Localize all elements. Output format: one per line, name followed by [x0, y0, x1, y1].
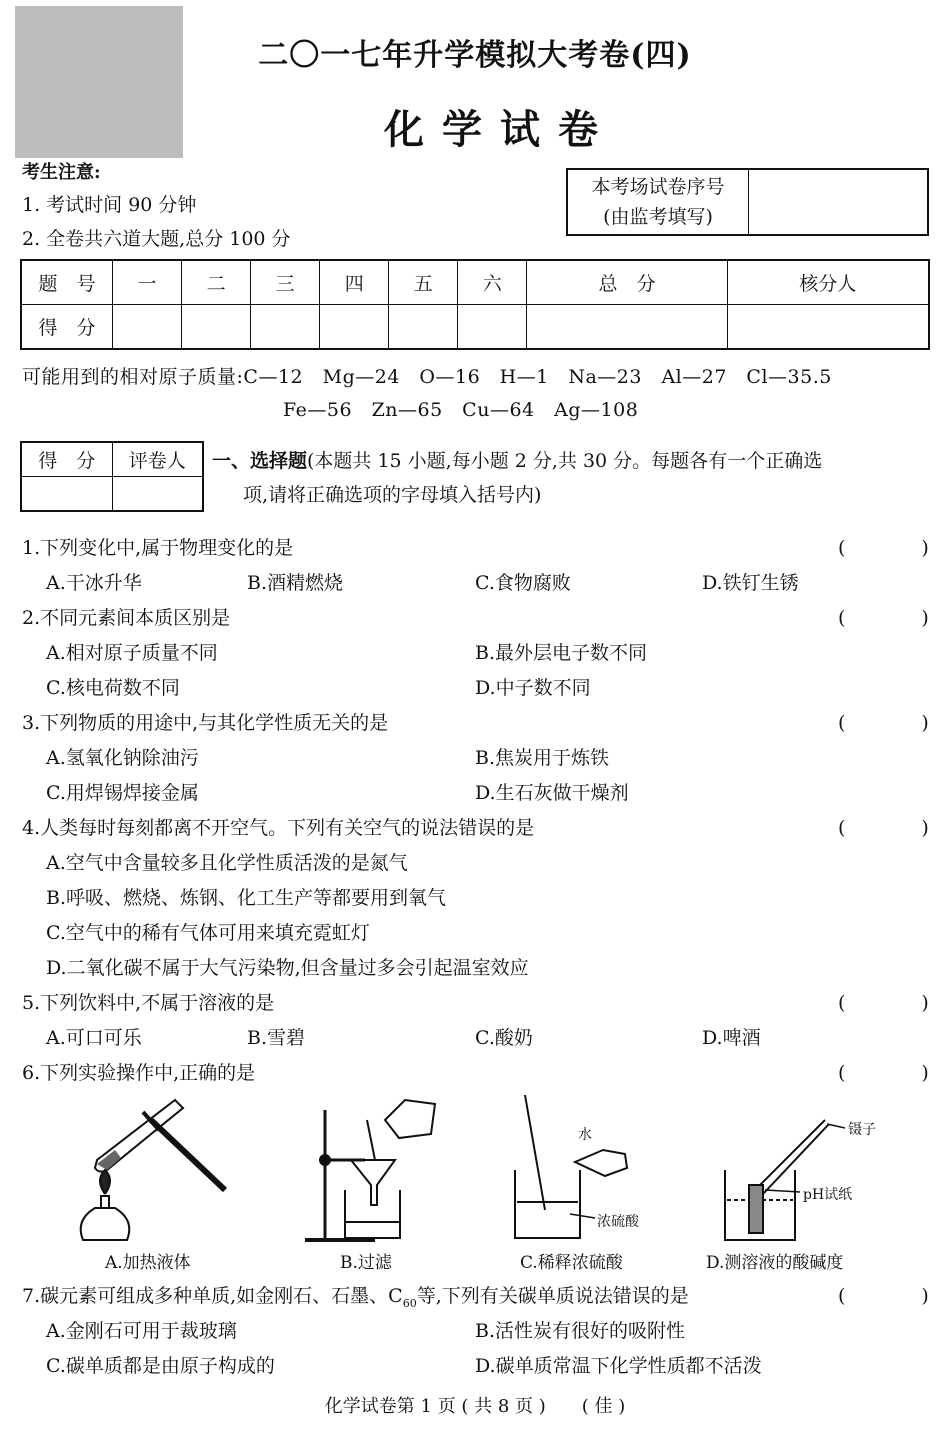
option: B.呼吸、燃烧、炼钢、化工生产等都要用到氧气 [46, 887, 447, 909]
option: C.核电荷数不同 [46, 677, 180, 699]
answer-paren[interactable]: ( ) [838, 992, 929, 1014]
question-stem: 7.碳元素可组成多种单质,如金刚石、石墨、$C_{60}$等,下列有关碳单质说法错误的是 [22, 1285, 689, 1310]
experiment-figure [55, 1090, 915, 1250]
score-row-label: 得 分 [21, 305, 113, 350]
beaker-icon [345, 1190, 400, 1238]
option: D.铁钉生锈 [702, 572, 799, 594]
question-stem: 4.人类每时每刻都离不开空气。下列有关空气的说法错误的是 [22, 817, 535, 839]
ph-test-diagram [725, 1120, 845, 1240]
section-title: 一、选择题(本题共 15 小题,每小题 2 分,共 30 分。每题各有一个正确选 项,请将正确选项的字母填入括号内) [212, 450, 823, 506]
question-stem: 6.下列实验操作中,正确的是 [22, 1062, 256, 1084]
tweezers-label: 镊子 [848, 1122, 876, 1138]
figure-caption: A.加热液体 [105, 1253, 191, 1273]
notice-item: 2. 全卷共六道大题,总分 100 分 [22, 228, 291, 250]
label-line-icon [570, 1214, 595, 1218]
notice-item: 1. 考试时间 90 分钟 [22, 194, 197, 216]
option: C.碳单质都是由原子构成的 [46, 1355, 275, 1377]
score-cell[interactable] [182, 305, 251, 350]
option: D.碳单质常温下化学性质都不活泼 [475, 1355, 762, 1377]
atomic-mass-line: Fe—56 Zn—65 Cu—64 Ag—108 [283, 399, 639, 421]
atomic-mass-line: 可能用到的相对原子质量:C—12 Mg—24 O—16 H—1 Na—23 Al—27 Cl—35.5 [22, 366, 832, 388]
option: A.干冰升华 [46, 572, 142, 594]
pouring-beaker-icon [385, 1100, 435, 1138]
option: D.啤酒 [702, 1027, 761, 1049]
question-stem: 3.下列物质的用途中,与其化学性质无关的是 [22, 712, 389, 734]
water-bottle-icon [575, 1150, 627, 1176]
filtration-diagram [305, 1100, 435, 1240]
figure-caption: B.过滤 [340, 1253, 392, 1273]
water-label: 水 [578, 1127, 592, 1143]
score-header-cell: 核分人 [727, 260, 929, 305]
score-header-cell: 题 号 [21, 260, 113, 305]
score-cell[interactable] [389, 305, 458, 350]
glass-rod-icon [367, 1120, 375, 1160]
grader-score-cell[interactable] [21, 477, 112, 512]
funnel-icon [351, 1160, 395, 1205]
serial-label: 本考场试卷序号 (由监考填写) [568, 170, 749, 234]
flame-icon [100, 1170, 110, 1194]
score-cell[interactable] [320, 305, 389, 350]
serial-number-box [566, 168, 929, 236]
tweezers-icon [755, 1120, 829, 1194]
option: A.金刚石可用于裁玻璃 [46, 1320, 237, 1342]
score-header-cell: 总 分 [527, 260, 727, 305]
option: C.食物腐败 [475, 572, 571, 594]
score-header-cell: 四 [320, 260, 389, 305]
serial-field[interactable] [749, 170, 927, 234]
option: A.相对原子质量不同 [46, 642, 218, 664]
answer-paren[interactable]: ( ) [838, 607, 929, 629]
score-cell[interactable] [527, 305, 727, 350]
grader-name-cell[interactable] [112, 477, 203, 512]
option: A.空气中含量较多且化学性质活泼的是氮气 [46, 852, 408, 874]
answer-paren[interactable]: ( ) [838, 1285, 929, 1307]
answer-paren[interactable]: ( ) [838, 817, 929, 839]
option: A.氢氧化钠除油污 [46, 747, 199, 769]
option: B.酒精燃烧 [247, 572, 344, 594]
score-cell[interactable] [727, 305, 929, 350]
score-cell[interactable] [458, 305, 527, 350]
option: B.焦炭用于炼铁 [475, 747, 610, 769]
subject-title: 化学试卷 [384, 106, 616, 153]
lamp-wick-icon [101, 1196, 109, 1208]
option: C.用焊锡焊接金属 [46, 782, 199, 804]
score-table-header-row [21, 260, 929, 305]
question-stem: 1.下列变化中,属于物理变化的是 [22, 537, 294, 559]
answer-paren[interactable]: ( ) [838, 1062, 929, 1084]
option: B.雪碧 [247, 1027, 306, 1049]
ph-paper-icon [749, 1185, 763, 1233]
score-header-cell: 六 [458, 260, 527, 305]
score-cell[interactable] [251, 305, 320, 350]
acid-label: 浓硫酸 [597, 1214, 639, 1230]
grader-name-label: 评卷人 [112, 442, 203, 477]
option: D.生石灰做干燥剂 [475, 782, 629, 804]
option: C.酸奶 [475, 1027, 533, 1049]
option: D.中子数不同 [475, 677, 591, 699]
ph-paper-label: pH试纸 [803, 1187, 853, 1203]
alcohol-lamp-icon [81, 1208, 130, 1240]
notice-heading: 考生注意: [22, 162, 101, 183]
test-tube-holder-icon [151, 1120, 225, 1190]
question-stem: 2.不同元素间本质区别是 [22, 607, 231, 629]
answer-paren[interactable]: ( ) [838, 537, 929, 559]
page-footer: 化学试卷第 1 页 ( 共 8 页 ) ( 佳 ) [324, 1396, 626, 1417]
figure-caption: C.稀释浓硫酸 [520, 1253, 623, 1273]
stir-rod-icon [525, 1095, 545, 1210]
figure-caption: D.测溶液的酸碱度 [706, 1253, 844, 1273]
score-header-cell: 一 [113, 260, 182, 305]
heating-liquid-diagram [81, 1100, 225, 1240]
question-stem: 5.下列饮料中,不属于溶液的是 [22, 992, 275, 1014]
option: B.最外层电子数不同 [475, 642, 648, 664]
acid-beaker-icon [515, 1170, 580, 1238]
score-table-score-row [21, 305, 929, 350]
grader-table [20, 441, 204, 512]
option: C.空气中的稀有气体可用来填充霓虹灯 [46, 922, 370, 944]
score-cell[interactable] [113, 305, 182, 350]
grader-score-label: 得 分 [21, 442, 112, 477]
score-header-cell: 三 [251, 260, 320, 305]
exam-title: 二〇一七年升学模拟大考卷(四) [258, 38, 692, 73]
option: D.二氧化碳不属于大气污染物,但含量过多会引起温室效应 [46, 957, 529, 979]
liquid-icon [97, 1150, 121, 1170]
answer-paren[interactable]: ( ) [838, 712, 929, 734]
option: A.可口可乐 [46, 1027, 142, 1049]
score-header-cell: 二 [182, 260, 251, 305]
score-header-cell: 五 [389, 260, 458, 305]
label-line-icon [827, 1124, 845, 1128]
score-table [20, 259, 930, 350]
option: B.活性炭有很好的吸附性 [475, 1320, 686, 1342]
